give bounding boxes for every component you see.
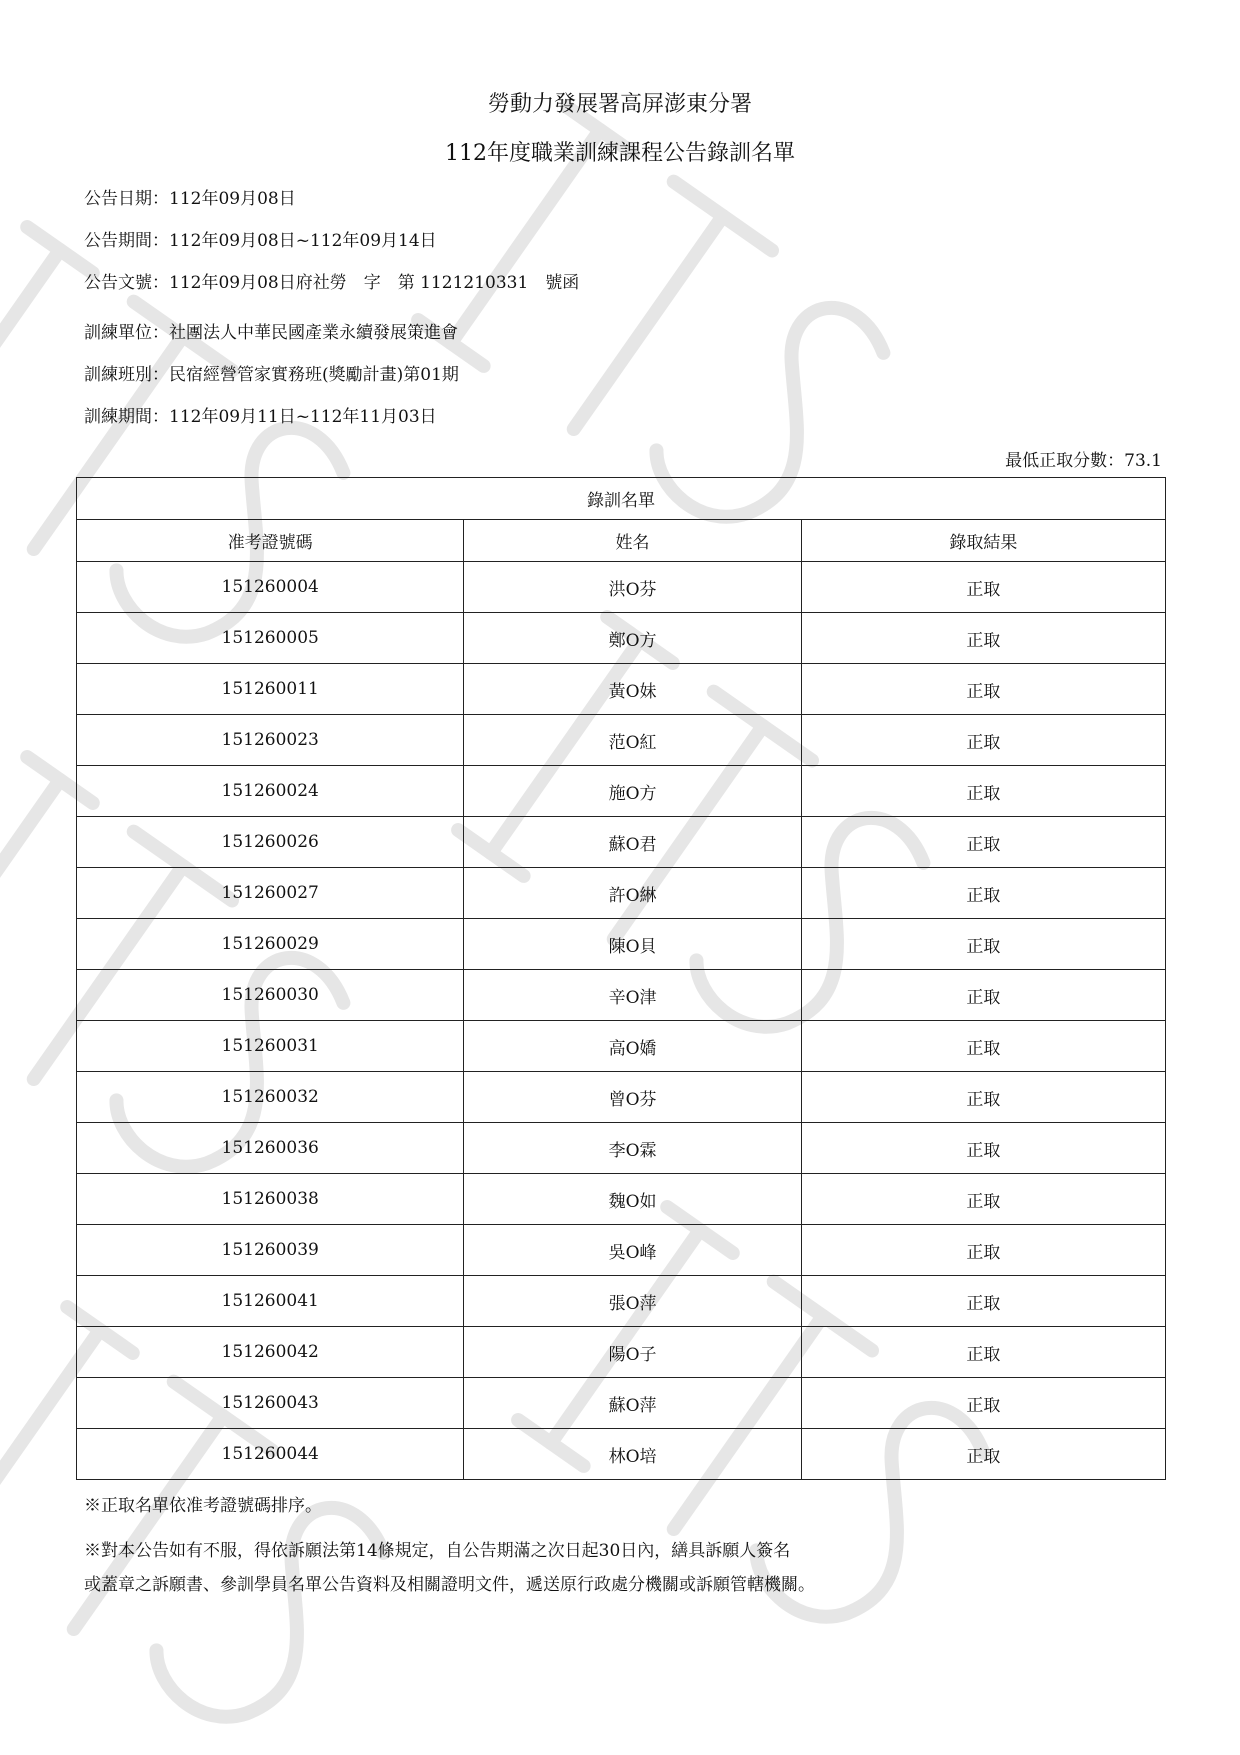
table-row [77,1327,1166,1378]
doc-number-value: 112年09月08日府社勞 字 第 1121210331 號函 [169,273,580,293]
cell-exam-id: 151260030 [77,970,464,1021]
appeal-note-line1: ※對本公告如有不服，得依訴願法第14條規定，自公告期滿之次日起30日內，繕具訴願人簽名 [84,1541,791,1561]
document-title: 112年度職業訓練課程公告錄訓名單 [445,141,795,166]
column-header-result: 錄取結果 [801,520,1165,562]
cell-name: 吳O峰 [464,1225,801,1276]
table-row [77,1429,1166,1480]
cell-exam-id: 151260043 [77,1378,464,1429]
cell-name: 鄭O方 [464,613,801,664]
table-row [77,613,1166,664]
cell-exam-id: 151260038 [77,1174,464,1225]
training-period-value: 112年09月11日~112年11月03日 [169,407,437,427]
doc-number-label: 公告文號： [84,273,169,293]
agency-title: 勞動力發展署高屏澎東分署 [487,92,752,117]
cell-name: 黃O妹 [464,664,801,715]
table-row [77,766,1166,817]
doc-number [84,268,579,293]
cell-name: 蘇O君 [464,817,801,868]
training-unit-value: 社團法人中華民國產業永續發展策進會 [169,323,458,343]
cell-result: 正取 [801,562,1165,613]
table-row [77,1072,1166,1123]
cell-result: 正取 [801,1123,1165,1174]
cell-exam-id: 151260026 [77,817,464,868]
cell-result: 正取 [801,1378,1165,1429]
cell-result: 正取 [801,1429,1165,1480]
announce-date-label: 公告日期： [84,189,169,209]
cell-result: 正取 [801,1072,1165,1123]
announce-date-value: 112年09月08日 [169,189,296,209]
admission-table [76,477,1166,1480]
cell-name: 許O綝 [464,868,801,919]
cell-name: 林O培 [464,1429,801,1480]
cell-result: 正取 [801,613,1165,664]
announce-period-label: 公告期間： [84,231,169,251]
column-header-id: 准考證號碼 [77,520,464,562]
cell-result: 正取 [801,1225,1165,1276]
cell-result: 正取 [801,1021,1165,1072]
table-row [77,919,1166,970]
cell-exam-id: 151260044 [77,1429,464,1480]
cell-result: 正取 [801,664,1165,715]
announce-date [84,184,296,209]
training-unit [84,318,458,343]
cell-result: 正取 [801,766,1165,817]
cell-result: 正取 [801,1174,1165,1225]
cell-name: 范O紅 [464,715,801,766]
cell-result: 正取 [801,1327,1165,1378]
table-row [77,664,1166,715]
cell-exam-id: 151260027 [77,868,464,919]
training-class-label: 訓練班別： [84,365,169,385]
cell-exam-id: 151260039 [77,1225,464,1276]
appeal-note-line2: 或蓋章之訴願書、參訓學員名單公告資料及相關證明文件，遞送原行政處分機關或訴願管轄機關。 [84,1575,815,1595]
sort-note: ※正取名單依准考證號碼排序。 [84,1496,322,1516]
table-row [77,970,1166,1021]
cell-exam-id: 151260042 [77,1327,464,1378]
table-row [77,1276,1166,1327]
announce-period [84,226,437,251]
cell-name: 陽O子 [464,1327,801,1378]
training-unit-label: 訓練單位： [84,323,169,343]
table-caption-row [77,478,1166,520]
training-class-value: 民宿經營管家實務班(獎勵計畫)第01期 [169,365,459,385]
cell-exam-id: 151260031 [77,1021,464,1072]
cell-result: 正取 [801,868,1165,919]
cell-name: 魏O如 [464,1174,801,1225]
cell-exam-id: 151260023 [77,715,464,766]
table-row [77,1378,1166,1429]
table-row [77,715,1166,766]
cell-exam-id: 151260041 [77,1276,464,1327]
cell-name: 陳O貝 [464,919,801,970]
table-row [77,817,1166,868]
table-row [77,1021,1166,1072]
min-score-value: 73.1 [1124,451,1162,471]
cell-name: 高O嬌 [464,1021,801,1072]
table-row [77,1225,1166,1276]
cell-exam-id: 151260011 [77,664,464,715]
min-score-label: 最低正取分數： [1005,451,1125,471]
table-row [77,868,1166,919]
cell-name: 張O萍 [464,1276,801,1327]
cell-name: 洪O芬 [464,562,801,613]
table-header-row [77,520,1166,562]
table-row [77,1174,1166,1225]
cell-exam-id: 151260005 [77,613,464,664]
training-class [84,360,459,385]
cell-result: 正取 [801,1276,1165,1327]
cell-result: 正取 [801,817,1165,868]
cell-name: 曾O芬 [464,1072,801,1123]
cell-exam-id: 151260024 [77,766,464,817]
announce-period-value: 112年09月08日~112年09月14日 [169,231,437,251]
cell-result: 正取 [801,715,1165,766]
table-caption: 錄訓名單 [77,478,1166,520]
cell-exam-id: 151260036 [77,1123,464,1174]
training-period [84,402,437,427]
cell-result: 正取 [801,970,1165,1021]
cell-name: 蘇O萍 [464,1378,801,1429]
table-row [77,1123,1166,1174]
table-row [77,562,1166,613]
table-body [77,562,1166,1480]
cell-name: 施O方 [464,766,801,817]
cell-exam-id: 151260032 [77,1072,464,1123]
cell-name: 辛O津 [464,970,801,1021]
training-period-label: 訓練期間： [84,407,169,427]
cell-result: 正取 [801,919,1165,970]
min-score [1005,446,1162,471]
cell-exam-id: 151260029 [77,919,464,970]
cell-exam-id: 151260004 [77,562,464,613]
column-header-name: 姓名 [464,520,801,562]
cell-name: 李O霖 [464,1123,801,1174]
